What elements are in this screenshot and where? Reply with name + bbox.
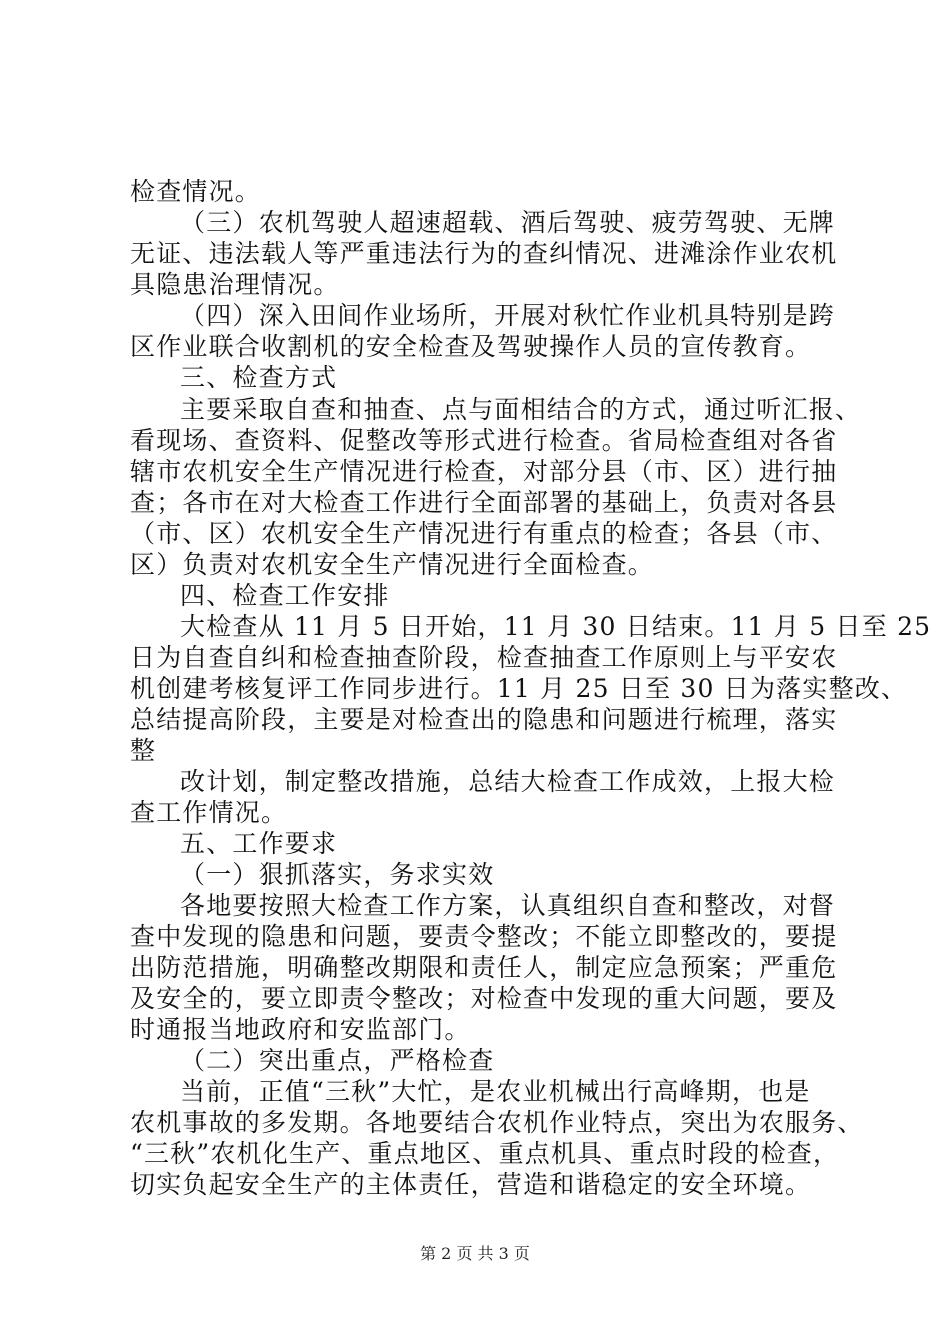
page-number-footer: 第 2 页 共 3 页 bbox=[420, 1244, 530, 1263]
text-line: 大检查从 11 月 5 日开始，11 月 30 日结束。11 月 5 日至 25 bbox=[180, 612, 932, 641]
text-line: 各地要按照大检查工作方案，认真组织自查和整改，对督 bbox=[180, 891, 836, 920]
text-line: 具隐患治理情况。 bbox=[130, 270, 340, 299]
text-line: （市、区）农机安全生产情况进行有重点的检查；各县（市、 bbox=[130, 519, 838, 548]
text-line: 查中发现的隐患和问题，要责令整改；不能立即整改的，要提 bbox=[130, 922, 838, 951]
subsection-heading: （一）狠抓落实，务求实效 bbox=[180, 860, 495, 889]
text-line: 及安全的，要立即责令整改；对检查中发现的重大问题，要及 bbox=[130, 984, 838, 1013]
text-line: 区）负责对农机安全生产情况进行全面检查。 bbox=[130, 550, 655, 579]
section-heading: 五、工作要求 bbox=[180, 829, 338, 858]
text-line: 日为自查自纠和检查抽查阶段，检查抽查工作原则上与平安农 bbox=[130, 643, 838, 672]
text-line: 农机事故的多发期。各地要结合农机作业特点，突出为农服务、 bbox=[130, 1108, 864, 1137]
section-heading: 三、检查方式 bbox=[180, 363, 338, 392]
text-line: 切实负起安全生产的主体责任，营造和谐稳定的安全环境。 bbox=[130, 1170, 812, 1199]
text-line: 改计划，制定整改措施，总结大检查工作成效，上报大检 bbox=[180, 767, 836, 796]
text-line: “三秋”农机化生产、重点地区、重点机具、重点时段的检查， bbox=[130, 1139, 840, 1168]
text-line: 整 bbox=[130, 736, 157, 765]
text-line: 辖市农机安全生产情况进行检查，对部分县（市、区）进行抽 bbox=[130, 457, 838, 486]
text-line: 区作业联合收割机的安全检查及驾驶操作人员的宣传教育。 bbox=[130, 332, 812, 361]
text-line: 查；各市在对大检查工作进行全面部署的基础上，负责对各县 bbox=[130, 488, 838, 517]
text-line: 总结提高阶段，主要是对检查出的隐患和问题进行梳理，落实 bbox=[130, 705, 838, 734]
text-line: 看现场、查资料、促整改等形式进行检查。省局检查组对各省 bbox=[130, 426, 838, 455]
subsection-heading: （二）突出重点，严格检查 bbox=[180, 1046, 495, 1075]
text-line: 当前，正值“三秋”大忙，是农业机械出行高峰期，也是 bbox=[180, 1077, 811, 1106]
text-line: 时通报当地政府和安监部门。 bbox=[130, 1015, 471, 1044]
text-line: 机创建考核复评工作同步进行。11 月 25 日至 30 日为落实整改、 bbox=[130, 674, 908, 703]
text-line: （四）深入田间作业场所，开展对秋忙作业机具特别是跨 bbox=[180, 301, 836, 330]
text-line: （三）农机驾驶人超速超载、酒后驾驶、疲劳驾驶、无牌 bbox=[180, 208, 836, 237]
text-line: 检查情况。 bbox=[130, 177, 262, 206]
section-heading: 四、检查工作安排 bbox=[180, 581, 390, 610]
text-line: 主要采取自查和抽查、点与面相结合的方式，通过听汇报、 bbox=[180, 395, 862, 424]
text-line: 查工作情况。 bbox=[130, 798, 288, 827]
text-line: 无证、违法载人等严重违法行为的查纠情况、进滩涂作业农机 bbox=[130, 239, 838, 268]
text-line: 出防范措施，明确整改期限和责任人，制定应急预案；严重危 bbox=[130, 953, 838, 982]
